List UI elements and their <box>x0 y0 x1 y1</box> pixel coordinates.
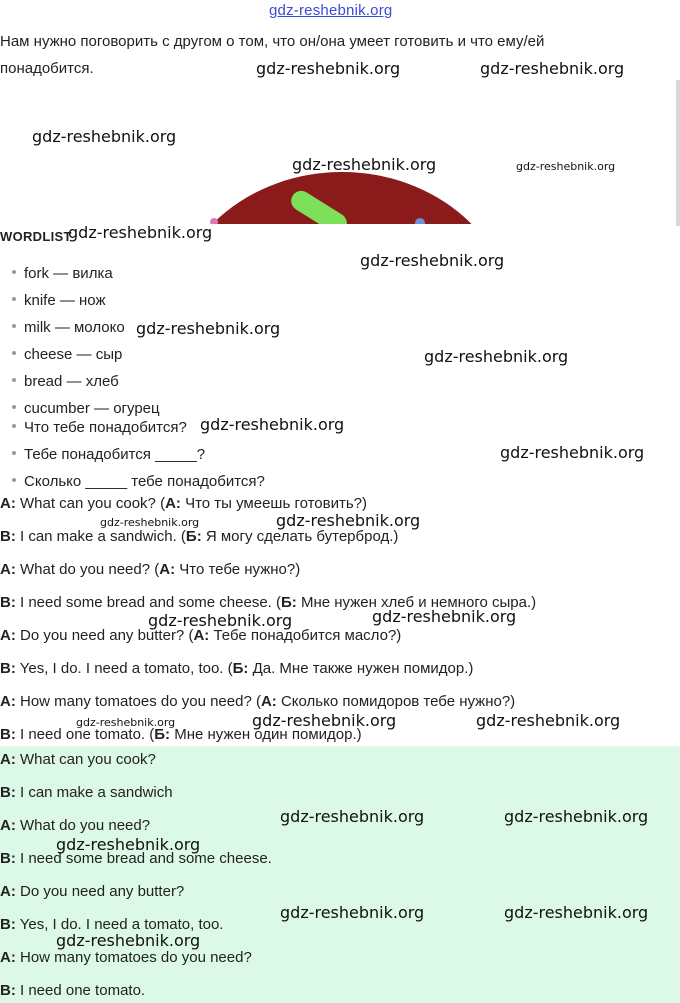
watermark: gdz-reshebnik.org <box>360 251 505 270</box>
bullet-icon <box>12 297 16 301</box>
dialogue-line: A: Do you need any butter? (А: Тебе понадобится масло?) <box>0 627 402 644</box>
list-item: cheese — сыр <box>12 346 122 363</box>
answer-line: A: What can you cook? <box>0 751 156 768</box>
food-illustration <box>0 92 680 224</box>
list-item: Тебе понадобится _____? <box>12 446 205 463</box>
site-link[interactable]: gdz-reshebnik.org <box>269 2 393 19</box>
watermark: gdz-reshebnik.org <box>256 59 401 78</box>
watermark: gdz-reshebnik.org <box>476 711 621 730</box>
answer-line: B: I can make a sandwich <box>0 784 173 801</box>
answer-line: A: What do you need? <box>0 817 151 834</box>
bullet-icon <box>12 324 16 328</box>
bullet-icon <box>12 351 16 355</box>
dialogue-line: A: How many tomatoes do you need? (А: Сколько помидоров тебе нужно?) <box>0 693 516 710</box>
bullet-icon <box>12 405 16 409</box>
wordlist-title: WORDLIST <box>0 229 72 244</box>
list-item: cucumber — огурец <box>12 400 160 417</box>
watermark: gdz-reshebnik.org <box>280 903 425 922</box>
answer-line: A: Do you need any butter? <box>0 883 185 900</box>
dialogue-line: A: What can you cook? (А: Что ты умеешь готовить?) <box>0 495 368 512</box>
watermark: gdz-reshebnik.org <box>148 611 293 630</box>
answer-line: B: I need some bread and some cheese. <box>0 850 272 867</box>
watermark: gdz-reshebnik.org <box>480 59 625 78</box>
watermark: gdz-reshebnik.org <box>56 835 201 854</box>
watermark: gdz-reshebnik.org <box>76 716 176 729</box>
list-item: milk — молоко <box>12 319 125 336</box>
watermark: gdz-reshebnik.org <box>56 931 201 950</box>
watermark: gdz-reshebnik.org <box>200 415 345 434</box>
watermark: gdz-reshebnik.org <box>500 443 645 462</box>
list-item: Что тебе понадобится? <box>12 419 187 436</box>
bullet-icon <box>12 451 16 455</box>
intro-paragraph: Нам нужно поговорить с другом о том, что он/она умеет готовить и что ему/ей понадобится. <box>0 33 545 77</box>
dialogue-line: B: Yes, I do. I need a tomato, too. (Б: Да. Мне также нужен помидор.) <box>0 660 474 677</box>
list-item: bread — хлеб <box>12 373 119 390</box>
bullet-icon <box>12 478 16 482</box>
image-scrollbar[interactable] <box>676 80 680 226</box>
answer-line: B: I need one tomato. <box>0 982 146 999</box>
watermark: gdz-reshebnik.org <box>100 516 200 529</box>
watermark: gdz-reshebnik.org <box>252 711 397 730</box>
plate-image <box>0 92 680 224</box>
watermark: gdz-reshebnik.org <box>280 807 425 826</box>
dialogue-line: B: I can make a sandwich. (Б: Я могу сделать бутерброд.) <box>0 528 399 545</box>
bullet-icon <box>12 270 16 274</box>
watermark: gdz-reshebnik.org <box>32 127 177 146</box>
watermark: gdz-reshebnik.org <box>276 511 421 530</box>
dialogue-line: B: I need some bread and some cheese. (Б: Мне нужен хлеб и немного сыра.) <box>0 594 537 611</box>
dialogue-line: B: I need one tomato. (Б: Мне нужен один помидор.) <box>0 726 362 743</box>
list-item: knife — нож <box>12 292 106 309</box>
watermark: gdz-reshebnik.org <box>68 223 213 242</box>
watermark: gdz-reshebnik.org <box>372 607 517 626</box>
topping-dot-pink <box>210 218 218 224</box>
bullet-icon <box>12 378 16 382</box>
dialogue-line: A: What do you need? (А: Что тебе нужно?) <box>0 561 301 578</box>
watermark: gdz-reshebnik.org <box>516 160 616 173</box>
watermark: gdz-reshebnik.org <box>504 807 649 826</box>
answer-line: B: Yes, I do. I need a tomato, too. <box>0 916 224 933</box>
watermark: gdz-reshebnik.org <box>136 319 281 338</box>
watermark: gdz-reshebnik.org <box>292 155 437 174</box>
list-item: fork — вилка <box>12 265 113 282</box>
bullet-icon <box>12 424 16 428</box>
watermark: gdz-reshebnik.org <box>424 347 569 366</box>
list-item: Сколько _____ тебе понадобится? <box>12 473 265 490</box>
watermark: gdz-reshebnik.org <box>504 903 649 922</box>
answer-line: A: How many tomatoes do you need? <box>0 949 252 966</box>
